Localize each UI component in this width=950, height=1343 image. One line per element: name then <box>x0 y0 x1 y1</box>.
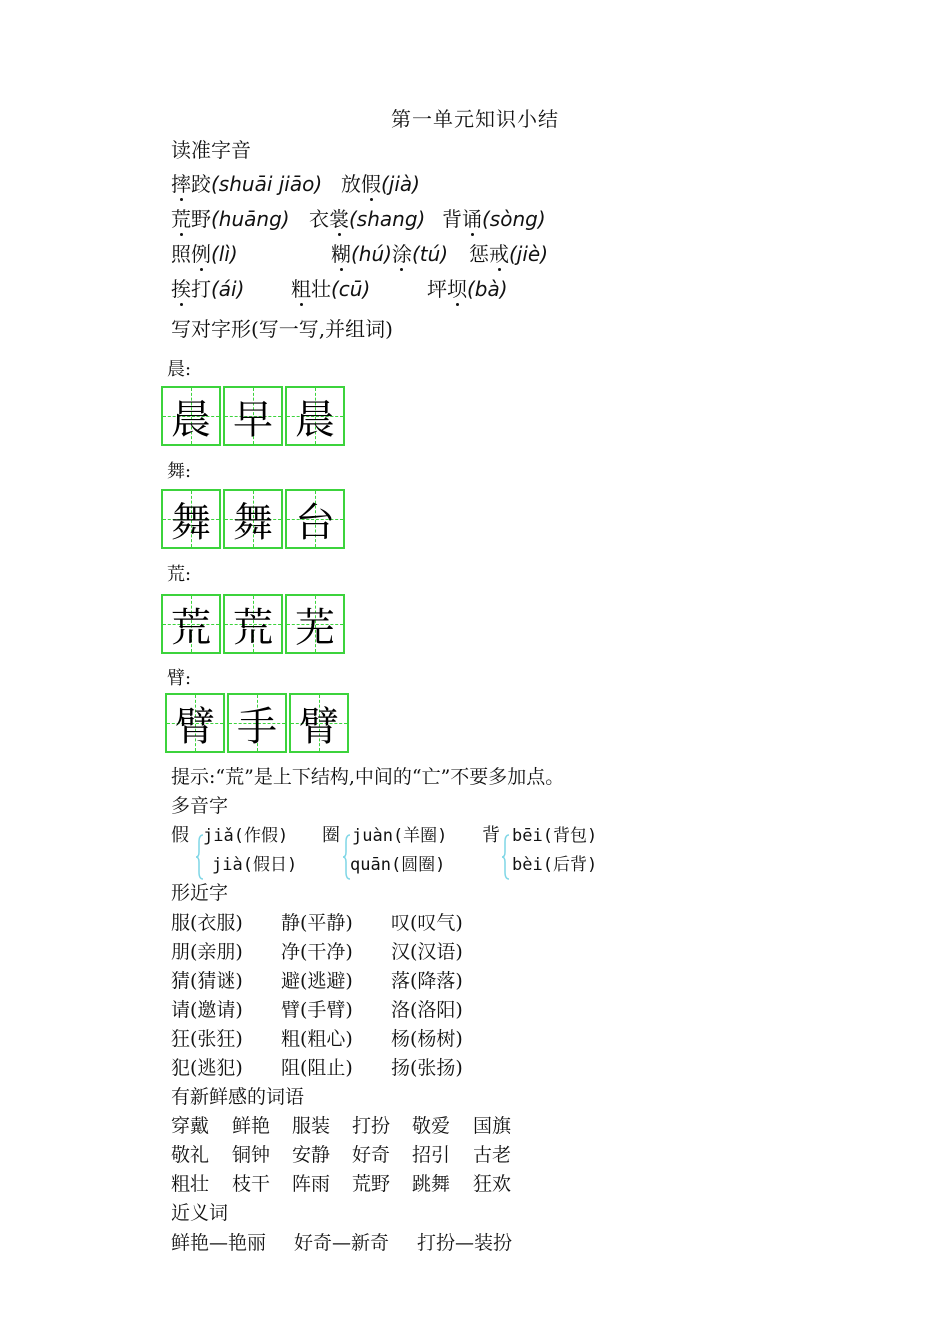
polyphone-char: 圈 <box>322 825 340 846</box>
fresh-word: 阵雨 <box>292 1173 331 1195</box>
grid-cell: 荒 <box>223 594 283 654</box>
grid-cell: 芜 <box>285 594 345 654</box>
writing-label: 晨: <box>167 359 192 380</box>
polyphone-reading: quān(圆圈) <box>350 855 446 875</box>
similar-item: 臂(手臂) <box>281 999 353 1021</box>
similar-item: 朋(亲朋) <box>171 941 243 963</box>
pronunciation-item: 照例(lì) <box>171 242 238 266</box>
writing-grid <box>161 489 347 549</box>
similar-item: 汉(汉语) <box>391 941 463 963</box>
grid-cell: 台 <box>285 489 345 549</box>
section-synonym-heading: 近义词 <box>171 1202 229 1224</box>
polyphone-reading: bēi(背包) <box>512 826 598 846</box>
section-read-heading: 读准字音 <box>171 138 251 162</box>
fresh-word: 打扮 <box>352 1115 391 1137</box>
fresh-word: 国旗 <box>473 1115 512 1137</box>
pronunciation-item: 衣裳(shang) <box>309 207 426 231</box>
synonym-pair: 好奇—新奇 <box>294 1232 390 1254</box>
fresh-word: 鲜艳 <box>232 1115 271 1137</box>
grid-cell: 手 <box>227 693 287 753</box>
writing-label: 臂: <box>167 668 192 689</box>
brace-icon <box>502 834 510 880</box>
brace-icon <box>343 834 351 880</box>
fresh-word: 跳舞 <box>412 1173 451 1195</box>
similar-item: 净(干净) <box>281 941 353 963</box>
polyphone-reading: jià(假日) <box>212 855 298 875</box>
grid-cell: 晨 <box>161 386 221 446</box>
brace-icon <box>196 834 204 880</box>
fresh-word: 狂欢 <box>473 1173 512 1195</box>
synonym-pair: 鲜艳—艳丽 <box>171 1232 267 1254</box>
polyphone-reading: bèi(后背) <box>512 855 598 875</box>
tip-text: 提示:“荒”是上下结构,中间的“亡”不要多加点。 <box>171 766 565 788</box>
similar-item: 叹(叹气) <box>391 912 463 934</box>
synonym-pair: 打扮—装扮 <box>417 1232 513 1254</box>
fresh-word: 敬爱 <box>412 1115 451 1137</box>
polyphone-reading: jiǎ(作假) <box>203 826 289 846</box>
writing-label: 舞: <box>167 461 192 482</box>
pronunciation-item: 挨打(ái) <box>171 277 245 301</box>
similar-item: 避(逃避) <box>281 970 353 992</box>
grid-cell: 晨 <box>285 386 345 446</box>
writing-label: 荒: <box>167 564 192 585</box>
grid-cell: 早 <box>223 386 283 446</box>
fresh-word: 服装 <box>292 1115 331 1137</box>
similar-item: 杨(杨树) <box>391 1028 463 1050</box>
polyphone-char: 背 <box>482 825 500 846</box>
grid-cell: 舞 <box>161 489 221 549</box>
fresh-word: 安静 <box>292 1144 331 1166</box>
similar-item: 洛(洛阳) <box>391 999 463 1021</box>
grid-cell: 臂 <box>165 693 225 753</box>
fresh-word: 招引 <box>412 1144 451 1166</box>
pronunciation-item: 粗壮(cū) <box>291 277 371 301</box>
fresh-word: 铜钟 <box>232 1144 271 1166</box>
fresh-word: 粗壮 <box>171 1173 210 1195</box>
fresh-word: 枝干 <box>232 1173 271 1195</box>
grid-cell: 荒 <box>161 594 221 654</box>
page-title: 第一单元知识小结 <box>391 107 559 131</box>
similar-item: 扬(张扬) <box>391 1057 463 1079</box>
fresh-word: 好奇 <box>352 1144 391 1166</box>
similar-item: 狂(张狂) <box>171 1028 243 1050</box>
grid-cell: 臂 <box>289 693 349 753</box>
pronunciation-item: 摔跤(shuāi jiāo) <box>171 172 323 196</box>
pronunciation-item: 糊(hú)涂(tú) <box>331 242 449 266</box>
grid-cell: 舞 <box>223 489 283 549</box>
similar-item: 猜(猜谜) <box>171 970 243 992</box>
section-polyphone-heading: 多音字 <box>171 795 229 817</box>
writing-grid <box>165 693 351 753</box>
fresh-word: 穿戴 <box>171 1115 210 1137</box>
similar-item: 阻(阻止) <box>281 1057 353 1079</box>
similar-item: 粗(粗心) <box>281 1028 353 1050</box>
similar-item: 落(降落) <box>391 970 463 992</box>
section-similar-heading: 形近字 <box>171 882 229 904</box>
similar-item: 服(衣服) <box>171 912 243 934</box>
pronunciation-item: 惩戒(jiè) <box>469 242 549 266</box>
pronunciation-item: 坪坝(bà) <box>427 277 508 301</box>
section-write-heading: 写对字形(写一写,并组词) <box>171 317 393 341</box>
section-fresh-heading: 有新鲜感的词语 <box>171 1086 305 1108</box>
polyphone-char: 假 <box>171 825 189 846</box>
writing-grid <box>161 594 347 654</box>
writing-grid <box>161 386 347 446</box>
pronunciation-item: 荒野(huāng) <box>171 207 290 231</box>
similar-item: 犯(逃犯) <box>171 1057 243 1079</box>
pronunciation-item: 背诵(sòng) <box>442 207 546 231</box>
pronunciation-item: 放假(jià) <box>341 172 420 196</box>
similar-item: 静(平静) <box>281 912 353 934</box>
fresh-word: 荒野 <box>352 1173 391 1195</box>
polyphone-reading: juàn(羊圈) <box>352 826 448 846</box>
fresh-word: 敬礼 <box>171 1144 210 1166</box>
fresh-word: 古老 <box>473 1144 512 1166</box>
similar-item: 请(邀请) <box>171 999 243 1021</box>
